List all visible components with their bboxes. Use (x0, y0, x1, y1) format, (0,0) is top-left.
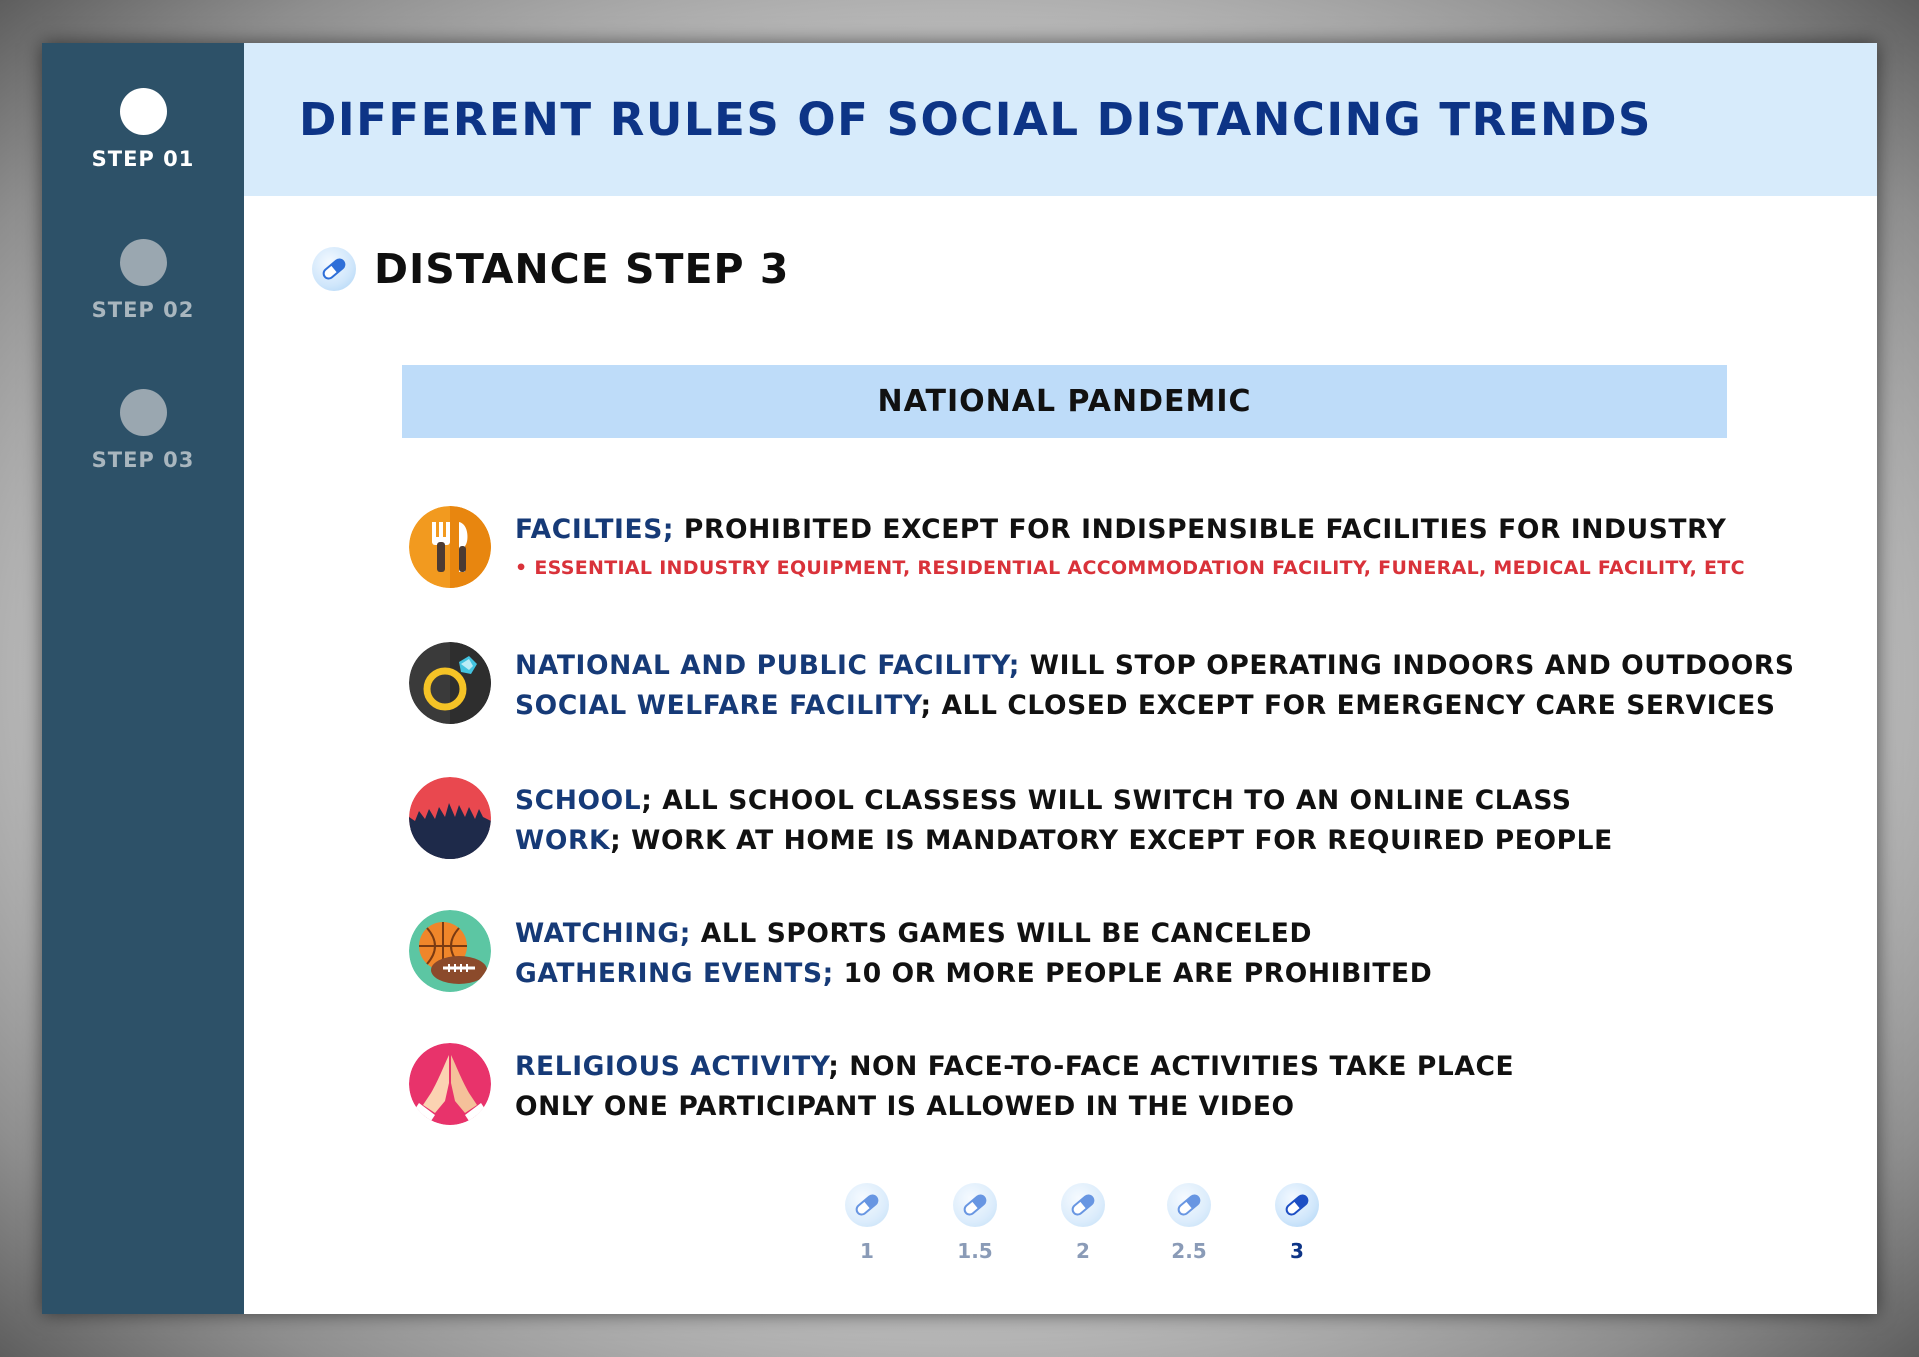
sports-balls-icon (409, 910, 491, 992)
rule-text: WILL STOP OPERATING INDOORS AND OUTDOORS (1019, 650, 1795, 681)
rule-text: ; ALL CLOSED EXCEPT FOR EMERGENCY CARE SERVICES (920, 690, 1776, 721)
rule-key: RELIGIOUS ACTIVITY (515, 1051, 829, 1082)
rule-key: WORK (515, 825, 611, 856)
sidebar (42, 43, 244, 1314)
sidebar-step-label: STEP 03 (91, 448, 195, 472)
sidebar-step-label: STEP 01 (91, 147, 195, 171)
rule-line (515, 510, 1745, 550)
step-dot-icon (120, 88, 167, 135)
step-dot-icon (120, 239, 167, 286)
sidebar-step-02[interactable] (42, 239, 244, 322)
rule-key: SOCIAL WELFARE FACILITY (515, 690, 921, 721)
level-option-2[interactable] (1048, 1183, 1118, 1263)
slide-frame (42, 43, 1877, 1314)
rule-line (515, 1047, 1514, 1087)
pill-icon (312, 247, 356, 291)
level-selector (832, 1183, 1372, 1293)
rule-key: NATIONAL AND PUBLIC FACILITY; (515, 650, 1020, 681)
rule-text: ; WORK AT HOME IS MANDATORY EXCEPT FOR REQUIRED PEOPLE (610, 825, 1613, 856)
pill-icon (953, 1183, 997, 1227)
rule-item-watching-gathering (409, 910, 1432, 994)
level-label: 1.5 (957, 1239, 993, 1263)
praying-hands-icon (409, 1043, 491, 1125)
level-label: 2.5 (1171, 1239, 1207, 1263)
rule-line (515, 821, 1613, 861)
rule-key: WATCHING; (515, 918, 691, 949)
pill-icon (845, 1183, 889, 1227)
section-title: DISTANCE STEP 3 (374, 245, 790, 293)
rule-note: • ESSENTIAL INDUSTRY EQUIPMENT, RESIDENTIAL ACCOMMODATION FACILITY, FUNERAL, MEDICAL FACILITY, ETC (515, 557, 1745, 579)
level-option-1-5[interactable] (940, 1183, 1010, 1263)
rule-text: ; ALL SCHOOL CLASSESS WILL SWITCH TO AN ONLINE CLASS (641, 785, 1572, 816)
rule-line (515, 686, 1795, 726)
level-option-1[interactable] (832, 1183, 902, 1263)
section-heading (312, 243, 789, 295)
rule-item-religious (409, 1043, 1514, 1127)
page-title: DIFFERENT RULES OF SOCIAL DISTANCING TRENDS (299, 93, 1652, 146)
level-option-2-5[interactable] (1154, 1183, 1224, 1263)
sidebar-step-01[interactable] (42, 88, 244, 171)
rule-line (515, 781, 1613, 821)
rule-key: SCHOOL (515, 785, 642, 816)
rule-key: FACILTIES; (515, 514, 675, 545)
rule-text: PROHIBITED EXCEPT FOR INDISPENSIBLE FACILITIES FOR INDUSTRY (674, 514, 1727, 545)
banner-text: NATIONAL PANDEMIC (877, 384, 1252, 419)
rule-text: ; NON FACE-TO-FACE ACTIVITIES TAKE PLACE (828, 1051, 1515, 1082)
rule-line (515, 914, 1432, 954)
rule-text: ONLY ONE PARTICIPANT IS ALLOWED IN THE VIDEO (515, 1091, 1295, 1122)
pill-icon (1061, 1183, 1105, 1227)
level-banner (402, 365, 1727, 438)
ring-icon (409, 642, 491, 724)
rule-text: 10 OR MORE PEOPLE ARE PROHIBITED (833, 958, 1433, 989)
level-label: 3 (1290, 1239, 1304, 1263)
rule-line (515, 646, 1795, 686)
level-label: 1 (860, 1239, 874, 1263)
rule-key: GATHERING EVENTS; (515, 958, 834, 989)
rule-item-public-facility (409, 642, 1795, 726)
utensils-icon (409, 506, 491, 588)
sidebar-step-label: STEP 02 (91, 298, 195, 322)
pill-icon (1167, 1183, 1211, 1227)
header-bar (244, 43, 1877, 196)
rule-line (515, 954, 1432, 994)
rule-text: ALL SPORTS GAMES WILL BE CANCELED (690, 918, 1313, 949)
step-dot-icon (120, 389, 167, 436)
rule-item-facilities (409, 506, 1745, 588)
rule-item-school-work (409, 777, 1613, 861)
crowd-icon (409, 777, 491, 859)
level-label: 2 (1076, 1239, 1090, 1263)
pill-icon (1275, 1183, 1319, 1227)
sidebar-step-03[interactable] (42, 389, 244, 472)
level-option-3[interactable] (1262, 1183, 1332, 1263)
rule-line (515, 1087, 1514, 1127)
